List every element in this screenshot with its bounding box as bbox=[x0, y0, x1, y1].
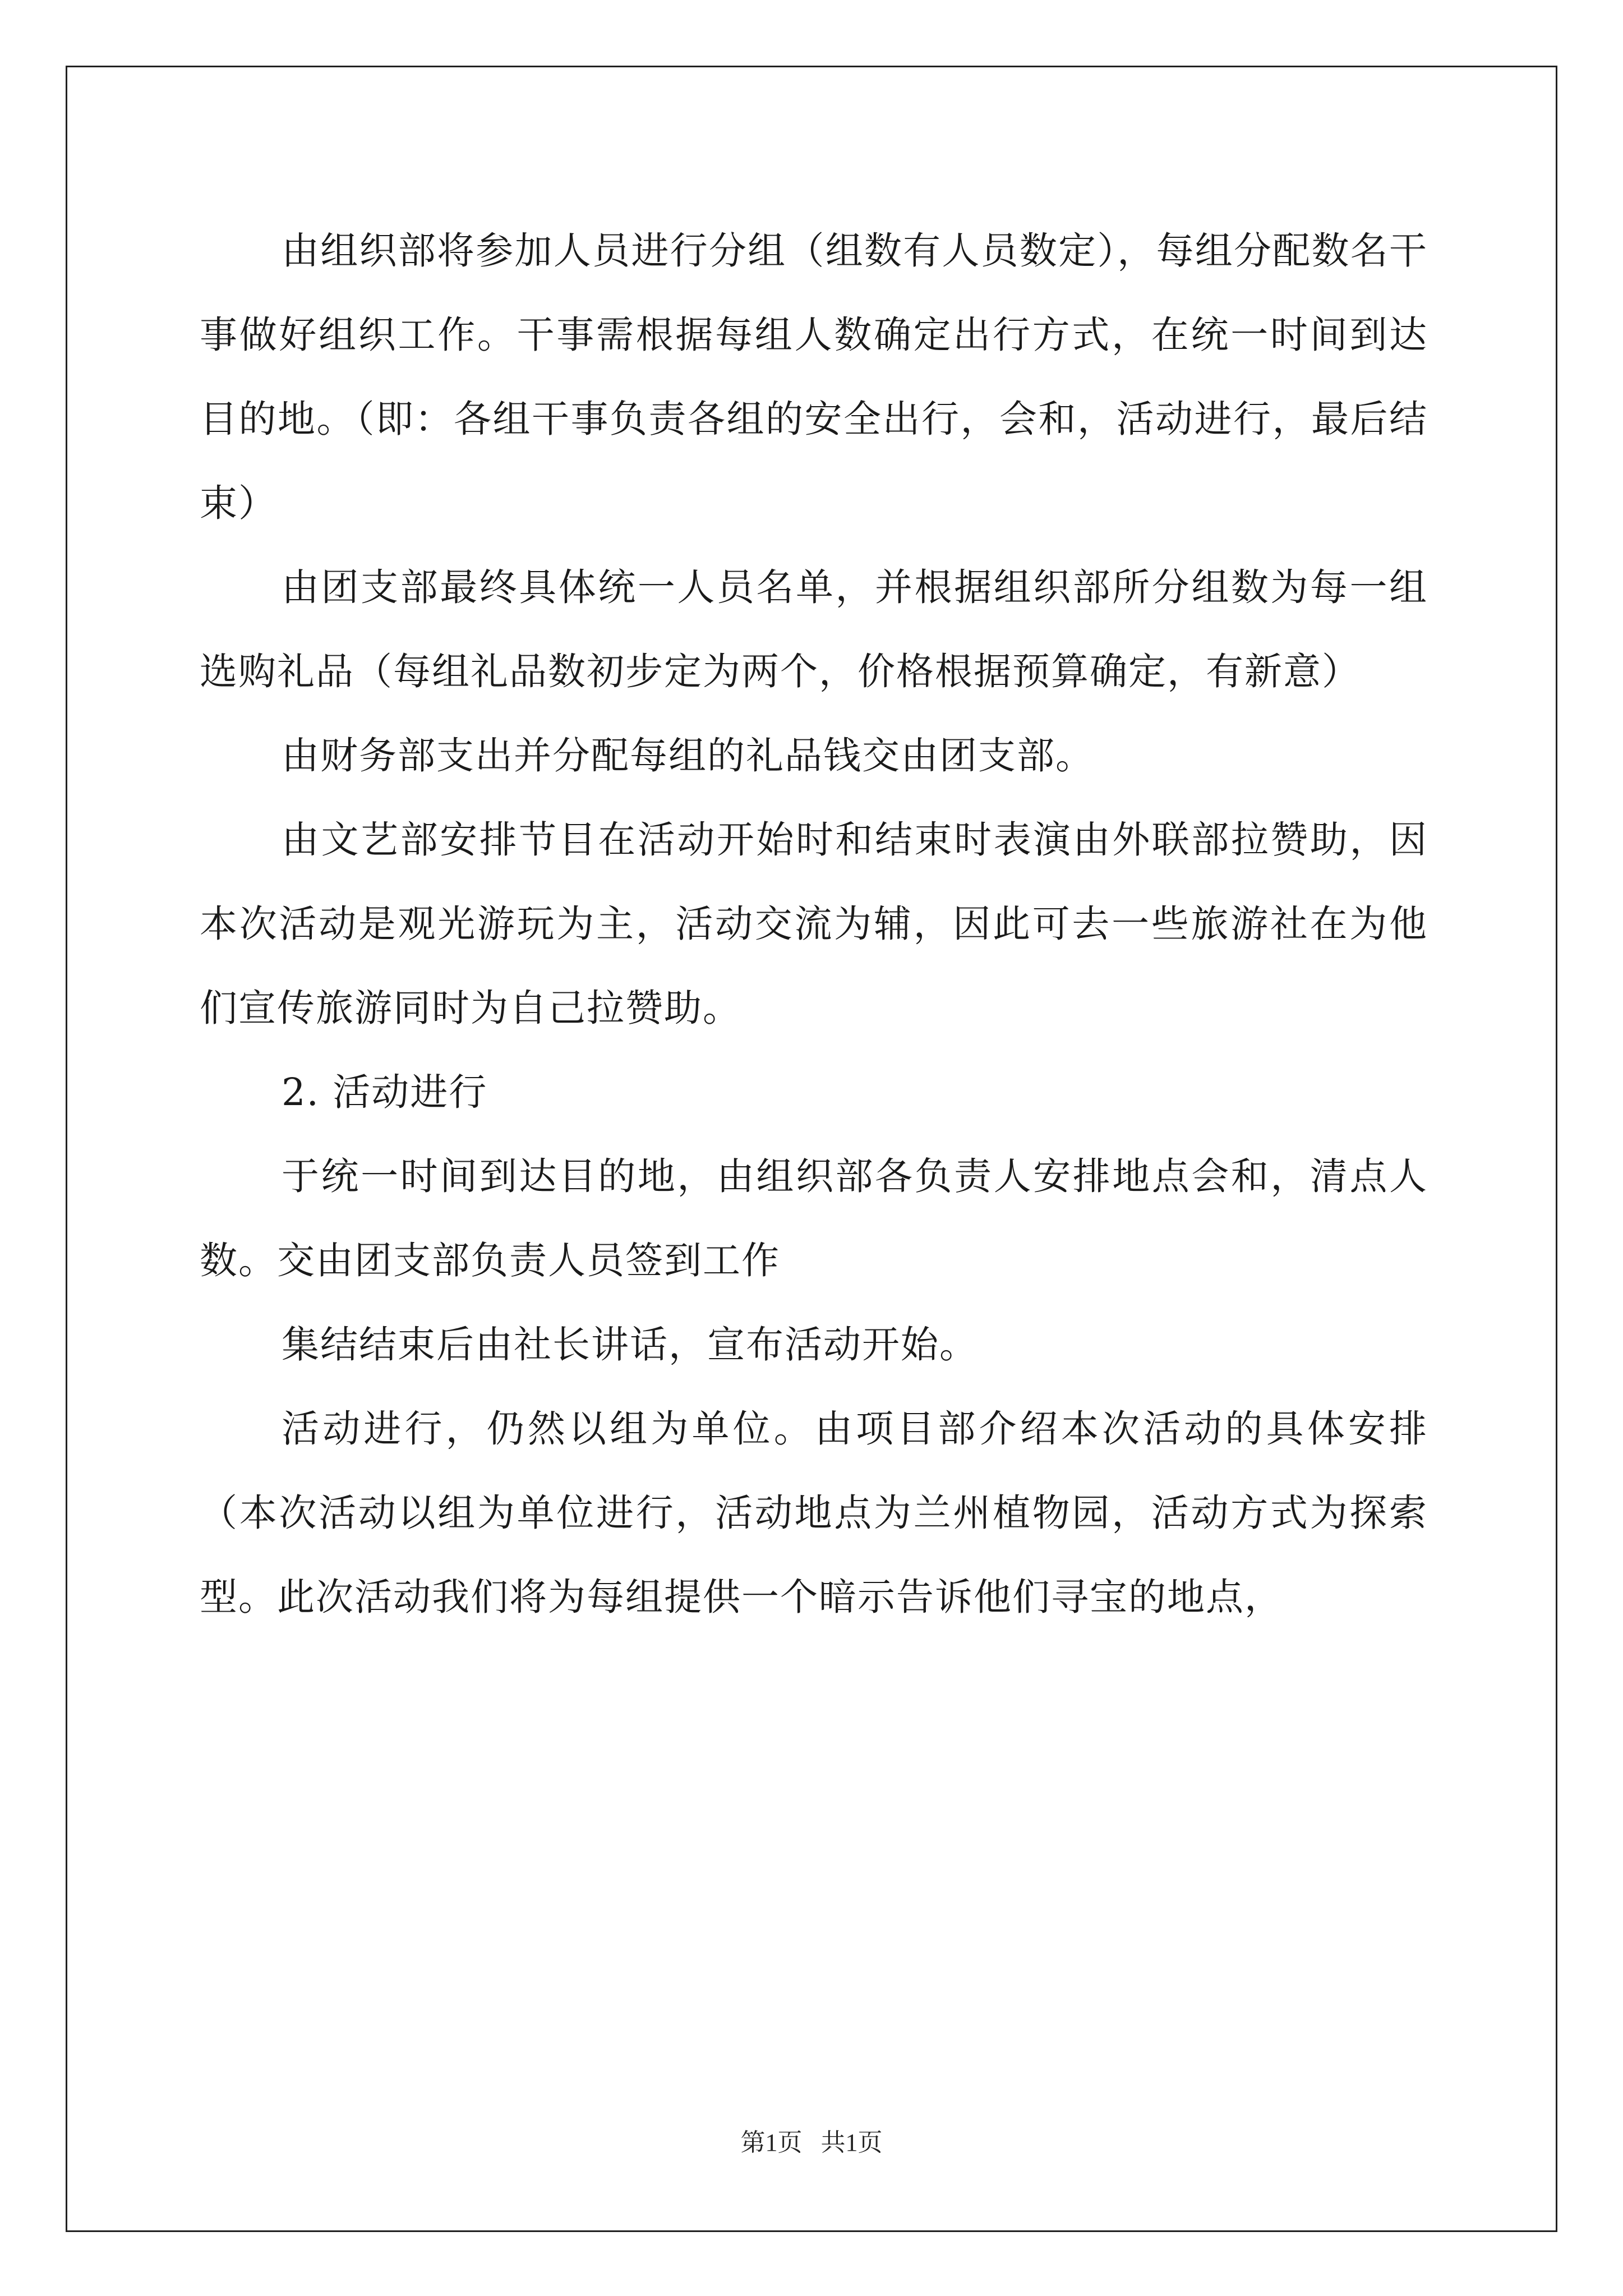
paragraph-gathering: 于统一时间到达目的地，由组织部各负责人安排地点会和，清点人数。交由团支部负责人员签到工作 bbox=[200, 1154, 1428, 1282]
section-heading-activity: 2. 活动进行 bbox=[282, 1070, 488, 1114]
paragraph-finance: 由财务部支出并分配每组的礼品钱交由团支部。 bbox=[282, 734, 1094, 777]
paragraph-opening-speech: 集结结束后由社长讲话，宣布活动开始。 bbox=[282, 1323, 978, 1366]
page-number-label: 第1页 共1页 bbox=[740, 2129, 883, 2156]
paragraph-activity-arrangement: 活动进行，仍然以组为单位。由项目部介绍本次活动的具体安排（本次活动以组为单位进行，活动地点为兰州植物园，活动方式为探索型。此次活动我们将为每组提供一个暗示告诉他们寻宝的地点， bbox=[200, 1407, 1428, 1619]
page-number-footer bbox=[0, 2126, 1623, 2160]
paragraph-grouping: 由组织部将参加人员进行分组（组数有人员数定），每组分配数名干事做好组织工作。干事需根据每组人数确定出行方式，在统一时间到达目的地。（即：各组干事负责各组的安全出行，会和，活动进行，最后结束） bbox=[200, 229, 1428, 525]
paragraph-program-sponsorship: 由文艺部安排节目在活动开始时和结束时表演由外联部拉赞助，因本次活动是观光游玩为主，活动交流为辅，因此可去一些旅游社在为他们宣传旅游同时为自己拉赞助。 bbox=[200, 818, 1428, 1030]
document-body bbox=[200, 209, 1428, 1639]
paragraph-gift-purchase: 由团支部最终具体统一人员名单，并根据组织部所分组数为每一组选购礼品（每组礼品数初步定为两个，价格根据预算确定，有新意） bbox=[200, 565, 1428, 693]
